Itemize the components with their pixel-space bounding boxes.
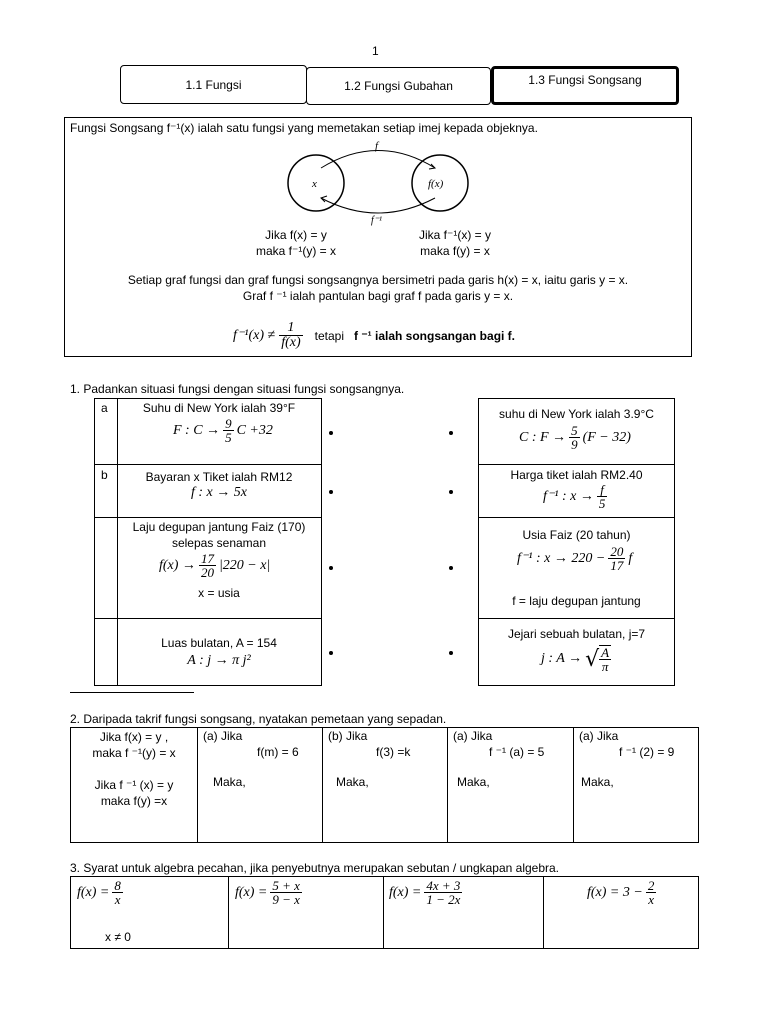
q3-table [70, 876, 699, 949]
row-text: Suhu di New York ialah 39°F [142, 401, 296, 415]
left-rule-line2: maka f⁻¹(y) = x [255, 244, 336, 258]
symmetry-line2: Graf f ⁻¹ ialah pantulan bagi graf f pada garis y = x. [242, 289, 514, 303]
tab-fungsi-gubahan-label: 1.2 Fungsi Gubahan [344, 79, 453, 93]
math-pre: f(x) = 3 − [587, 884, 643, 900]
math-pre: f(x) → [159, 557, 196, 573]
math-num: 5 [571, 423, 578, 438]
tab-fungsi-label: 1.1 Fungsi [185, 77, 242, 92]
right-rule-line1: Jika f⁻¹(x) = y [418, 228, 491, 242]
q3-title: 3. Syarat untuk algebra pecahan, jika penyebutnya merupakan sebutan / ungkapan algebra. [70, 861, 560, 875]
diagram-f: f [375, 140, 379, 152]
q2-label: (b) Jika [328, 729, 368, 743]
q2-label: (a) Jika [203, 729, 243, 743]
row-math [543, 483, 607, 510]
math-post: C +32 [236, 422, 273, 438]
q1-left-row-a [94, 398, 322, 465]
math-den: 20 [200, 565, 214, 580]
diagram-x: x [312, 178, 317, 190]
match-dot-left[interactable] [329, 651, 333, 655]
math-fraction [646, 879, 657, 906]
q1-title: 1. Padankan situasi fungsi dengan situasi fungsi songsangnya. [70, 382, 405, 396]
row-math: f : x → 5x [191, 485, 247, 500]
math-den: 5 [225, 430, 232, 445]
match-dot-left[interactable] [329, 490, 333, 494]
math-num: 9 [225, 416, 232, 431]
math-post: (F − 32) [582, 429, 631, 445]
math-fraction [270, 879, 302, 906]
math-den: x [648, 892, 654, 907]
q2-table [70, 727, 699, 843]
row-math [517, 545, 632, 572]
q3-cell-4[interactable] [587, 879, 656, 906]
math-den: 9 − x [272, 892, 300, 907]
row-letter: a [101, 401, 108, 415]
q2-label: (a) Jika [579, 729, 619, 743]
page-number: 1 [372, 44, 379, 58]
formula-mid: tetapi [314, 328, 344, 343]
math-pre: f(x) = [77, 884, 110, 900]
row-text: suhu di New York ialah 3.9°C [499, 407, 654, 421]
row-math [173, 417, 273, 444]
row-text-line1: Laju degupan jantung Faiz (170) [132, 520, 306, 534]
definition-intro: Fungsi Songsang f⁻¹(x) ialah satu fungsi yang memetakan setiap imej kepada objeknya. [70, 121, 538, 135]
q1-right-row-1 [478, 398, 675, 465]
definition-box [64, 117, 692, 357]
math-den: 9 [571, 437, 578, 452]
left-rule [241, 227, 351, 259]
row-text: Usia Faiz (20 tahun) [522, 528, 631, 542]
match-dot-left[interactable] [329, 566, 333, 570]
row-text [117, 519, 321, 551]
row-text: Bayaran x Tiket ialah RM12 [145, 470, 293, 484]
math-den: 1 − 2x [426, 892, 461, 907]
symmetry-line1: Setiap graf fungsi dan graf fungsi songsangnya bersimetri pada garis h(x) = x, iaitu garis y = x. [127, 273, 629, 287]
q1-right-row-3 [478, 517, 675, 619]
math-pre: C : F → [519, 429, 567, 445]
q2-cell-a[interactable] [203, 729, 319, 789]
math-num: 17 [200, 551, 214, 566]
q1-right-row-2 [478, 464, 675, 518]
math-den: 17 [610, 558, 624, 573]
q2-def-line3: Jika f ⁻¹ (x) = y [94, 778, 174, 792]
math-post: |220 − x| [218, 557, 271, 573]
math-pre: f⁻¹ : x → [543, 489, 594, 504]
tab-fungsi-songsang-label: 1.3 Fungsi Songsang [528, 73, 642, 87]
match-dot-right[interactable] [449, 566, 453, 570]
q2-def-line4: maka f(y) =x [100, 794, 168, 808]
q2-maka: Maka, [581, 775, 614, 789]
match-dot-right[interactable] [449, 431, 453, 435]
right-rule [395, 227, 515, 259]
math-num: 20 [610, 544, 624, 559]
math-fraction [599, 645, 611, 673]
diagram-finv: f⁻¹ [371, 215, 383, 226]
tab-fungsi-songsang[interactable] [491, 66, 679, 105]
q3-condition-note: x ≠ 0 [105, 930, 131, 944]
formula-num: 1 [279, 321, 302, 336]
math-fraction [608, 545, 625, 572]
row-text: Harga tiket ialah RM2.40 [510, 468, 643, 482]
inverse-mapping-diagram [285, 138, 475, 226]
math-pre: f(x) = [389, 884, 422, 900]
divider [70, 692, 194, 693]
q2-cond: f ⁻¹ (2) = 9 [619, 745, 675, 759]
row-math: A : j → π j² [187, 653, 251, 668]
q2-cell-b[interactable] [328, 729, 444, 789]
row-text-line2: selepas senaman [171, 536, 267, 550]
q1-left-row-d [94, 618, 322, 686]
sqrt-icon: √ [585, 646, 600, 672]
q2-def-line2: maka f ⁻¹(y) = x [92, 746, 176, 760]
q2-definition [71, 729, 197, 809]
left-rule-line1: Jika f(x) = y [265, 228, 327, 242]
match-dot-right[interactable] [449, 490, 453, 494]
q2-def-line1: Jika f(x) = y , [99, 730, 169, 744]
row-note: x = usia [198, 586, 240, 600]
q2-cond: f(3) =k [376, 745, 411, 759]
math-fraction [424, 879, 462, 906]
diagram-fx: f(x) [428, 178, 444, 190]
q3-cell-2[interactable] [235, 879, 302, 906]
formula-fraction [279, 321, 302, 350]
math-num: f [597, 483, 608, 497]
q2-maka: Maka, [213, 775, 246, 789]
formula-den: f(x) [281, 335, 301, 350]
math-num: 5 + x [272, 878, 300, 893]
q3-cell-1[interactable] [77, 879, 123, 906]
math-fraction [199, 552, 216, 579]
q2-cell-d[interactable] [579, 729, 695, 789]
q2-title: 2. Daripada takrif fungsi songsang, nyatakan pemetaan yang sepadan. [70, 712, 447, 726]
math-den: 5 [598, 496, 606, 511]
math-fraction [112, 879, 123, 906]
q1-left-row-b [94, 464, 322, 518]
math-pre: j : A → [541, 651, 583, 666]
row-math [159, 552, 270, 579]
q3-cell-3[interactable] [389, 879, 462, 906]
math-num: A [601, 645, 610, 660]
formula-lhs: f⁻¹(x) ≠ [233, 328, 276, 343]
match-dot-left[interactable] [329, 431, 333, 435]
row-note: f = laju degupan jantung [512, 594, 641, 608]
tab-fungsi[interactable] [120, 65, 307, 104]
row-math [519, 424, 631, 451]
formula-bold: f ⁻¹ ialah songsangan bagi f. [354, 328, 516, 343]
math-num: 8 [114, 878, 121, 893]
q1-right-row-4 [478, 618, 675, 686]
math-post: f [628, 550, 633, 566]
math-num: 4x + 3 [426, 878, 461, 893]
math-num: 2 [647, 878, 655, 893]
row-letter: b [101, 468, 108, 482]
math-pre: f⁻¹ : x → 220 − [517, 551, 606, 566]
math-pre: f(x) = [235, 884, 268, 900]
row-math [541, 645, 611, 673]
inverse-formula [233, 321, 515, 350]
q2-cond: f(m) = 6 [257, 745, 299, 759]
q2-cond: f ⁻¹ (a) = 5 [489, 745, 545, 759]
q2-label: (a) Jika [453, 729, 493, 743]
math-den: x [114, 892, 121, 907]
row-text: Luas bulatan, A = 154 [161, 636, 277, 650]
tab-fungsi-gubahan[interactable] [306, 67, 491, 105]
q1-left-row-c [94, 517, 322, 619]
math-pre: F : C → [173, 422, 221, 438]
symmetry-text [65, 272, 691, 304]
math-fraction [569, 424, 580, 451]
match-dot-right[interactable] [449, 651, 453, 655]
q2-cell-c[interactable] [453, 729, 569, 789]
q2-maka: Maka, [457, 775, 490, 789]
row-text: Jejari sebuah bulatan, j=7 [507, 627, 646, 641]
math-fraction [223, 417, 234, 444]
right-rule-line2: maka f(y) = x [420, 244, 490, 258]
math-den: π [601, 659, 609, 674]
q2-maka: Maka, [336, 775, 369, 789]
math-fraction [597, 483, 608, 510]
